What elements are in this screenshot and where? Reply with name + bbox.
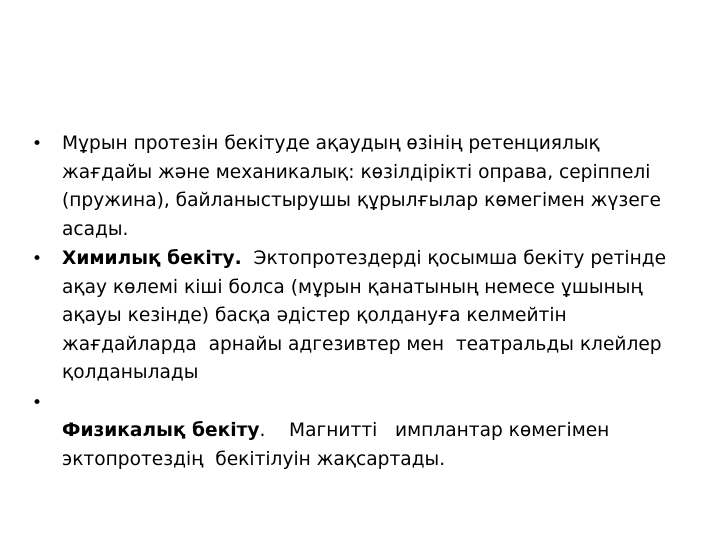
bullet-text bbox=[62, 130, 668, 244]
bullet-item-physical bbox=[28, 389, 668, 475]
blank-line bbox=[62, 389, 668, 418]
bullet-body: . Магнитті имплантар көмегімен эктопротездің бекітілуін жақсартады. bbox=[62, 420, 616, 470]
bullet-lead: Физикалық бекіту bbox=[62, 420, 260, 441]
bullet-item-retention bbox=[28, 130, 668, 244]
bullet-dot-icon: • bbox=[32, 392, 43, 413]
bullet-body: Мұрын протезін бекітуде ақаудың өзінің ретенциялық жағдайы және механикалық: көзілдірікті оправа, серіппелі (пружина), байланыстырушы құрылғылар көмегімен жүзеге асады. bbox=[62, 133, 667, 240]
bullet-body: Эктопротездерді қосымша бекіту ретінде ақау көлемі кіші болса (мұрын қанатының немесе ұшының ақауы кезінде) басқа әдістер қолдануға келмейтін жағдайларда арнайы адгезивтер мен театральды клейлер қолданылады bbox=[62, 248, 672, 383]
bullet-dot-icon: • bbox=[32, 249, 43, 269]
bullet-list bbox=[28, 130, 672, 475]
bullet-lead: Химилық бекіту. bbox=[62, 248, 242, 269]
bullet-dot-icon: • bbox=[32, 134, 43, 154]
bullet-text bbox=[62, 245, 672, 388]
bullet-item-chemical bbox=[28, 245, 672, 388]
bullet-text bbox=[62, 417, 668, 474]
